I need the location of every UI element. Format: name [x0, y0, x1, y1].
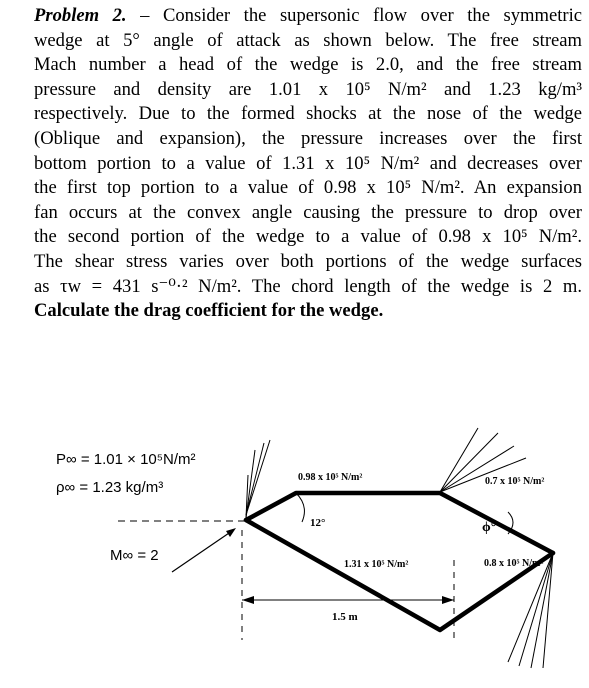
angle-label: 12°: [310, 517, 326, 529]
bottom-second-pressure-label: 0.8 x 10⁵ N/m²: [484, 558, 544, 569]
length-arrow-right: [442, 596, 454, 604]
freestream-pressure-label: P∞ = 1.01 × 10⁵N/m²: [56, 451, 196, 468]
problem-line-2: wedge at 5° angle of attack as shown below. The free stream: [34, 29, 582, 51]
length-arrow-left: [242, 596, 254, 604]
problem-line-11: The shear stress varies over both portions of the wedge surfaces: [34, 250, 582, 272]
mach-label: M∞ = 2: [110, 547, 159, 564]
problem-line-7: bottom portion to a value of 1.31 x 10⁵ N/m² and decreases over: [34, 152, 582, 174]
freestream-arrow: [172, 531, 232, 572]
problem-line-5: respectively. Due to the formed shocks at the nose of the wedge: [34, 103, 582, 125]
problem-task: Calculate the drag coefficient for the wedge.: [34, 300, 384, 322]
problem-label: Problem 2.: [34, 5, 127, 26]
angle-arc: [296, 493, 304, 522]
problem-line-10: the second portion of the wedge to a value of 0.98 x 10⁵ N/m².: [34, 226, 582, 248]
problem-line-3: Mach number a head of the wedge is 2.0, and the free stream: [34, 54, 582, 76]
arrow-head: [226, 528, 236, 537]
length-label: 1.5 m: [332, 611, 358, 623]
problem-line-6: (Oblique and expansion), the pressure increases over the first: [34, 127, 582, 149]
top-first-pressure-label: 0.98 x 10⁵ N/m²: [298, 472, 363, 483]
problem-line-9: fan occurs at the convex angle causing the pressure to drop over: [34, 201, 582, 223]
problem-line-12: as τw = 431 s⁻⁰·² N/m². The chord length of the wedge is 2 m.: [34, 275, 582, 297]
problem-line-1: Problem 2. – Consider the supersonic flow over the symmetric: [34, 5, 582, 26]
top-second-pressure-label: 0.7 x 10⁵ N/m²: [485, 476, 545, 487]
bottom-first-pressure-label: 1.31 x 10⁵ N/m²: [344, 559, 409, 570]
phi-label: ϕ°: [482, 520, 497, 535]
freestream-density-label: ρ∞ = 1.23 kg/m³: [56, 479, 164, 496]
problem-line-8: the first top portion to a value of 0.98 x 10⁵ N/m². An expansion: [34, 177, 582, 199]
problem-line-4: pressure and density are 1.01 x 10⁵ N/m² and 1.23 kg/m³: [34, 78, 582, 100]
oblique-shock-lines: [246, 440, 270, 518]
